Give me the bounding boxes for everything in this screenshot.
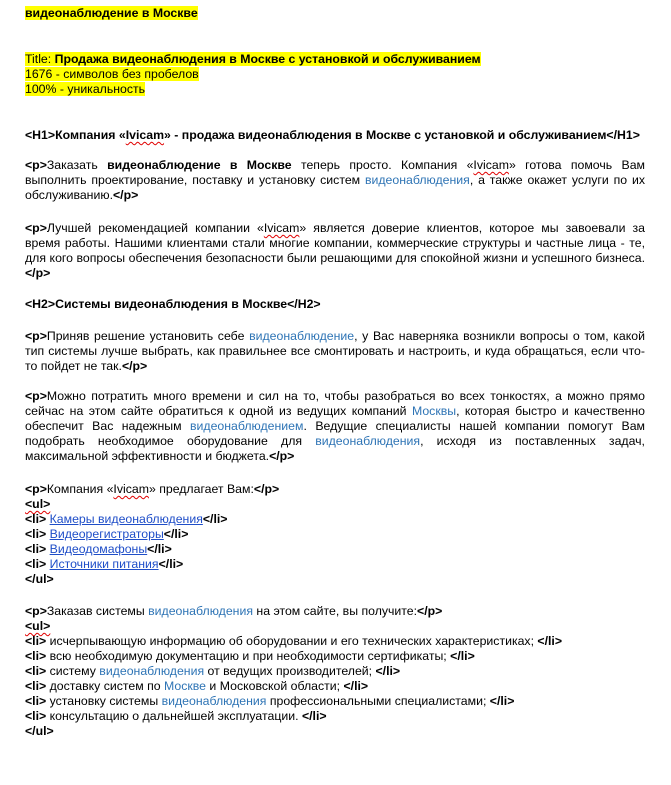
list-item: <li> установку системы видеонаблюдения профессиональными специалистами; </li>: [25, 694, 515, 708]
ul-close-tag: </ul>: [25, 572, 54, 586]
paragraph-offer: <p>Компания «Ivicam» предлагает Вам:</p>: [25, 482, 280, 496]
link-intercoms[interactable]: Видеодомафоны: [49, 542, 148, 556]
link-power[interactable]: Источники питания: [49, 557, 159, 571]
list-item: <li> Камеры видеонаблюдения</li>: [25, 512, 228, 526]
ul-open-tag: <ul>: [25, 497, 51, 511]
list-item: <li> систему видеонаблюдения от ведущих производителей; </li>: [25, 664, 401, 678]
list-item: <li> Видеорегистраторы</li>: [25, 527, 189, 541]
list-benefits: [25, 619, 645, 739]
list-item: <li> всю необходимую документацию и при необходимости сертификаты; </li>: [25, 649, 475, 663]
ul-open-tag: <ul>: [25, 619, 51, 633]
h2-heading: <H2>Системы видеонаблюдения в Москве</H2>: [25, 297, 321, 311]
ul-close-tag: </ul>: [25, 724, 54, 738]
paragraph-order: <p>Заказать видеонаблюдение в Москве теперь просто. Компания «Ivicam» готова помочь Вам выполнить проектирование, поставку и установку систем видеонаблюдения, а также окажет услуги по их обслуживанию.</p>: [25, 158, 646, 202]
list-item: <li> консультацию о дальнейшей эксплуатации. </li>: [25, 709, 327, 723]
link-cameras[interactable]: Камеры видеонаблюдения: [49, 512, 203, 526]
list-item: <li> доставку систем по Москве и Московской области; </li>: [25, 679, 369, 693]
h1-heading: <H1>Компания «Ivicam» - продажа видеонаблюдения в Москве с установкой и обслуживанием</H1>: [25, 128, 640, 142]
doc-title: видеонаблюдение в Москве: [25, 6, 198, 20]
meta-title-line: Title: Продажа видеонаблюдения в Москве с установкой и обслуживанием: [25, 52, 481, 66]
meta-chars-line: 1676 - символов без пробелов: [25, 67, 199, 81]
link-recorders[interactable]: Видеорегистраторы: [49, 527, 164, 541]
paragraph-trust: <p>Лучшей рекомендацией компании «Ivicam» является доверие клиентов, которое мы завоевали за время работы. Нашими клиентами стали многие компании, коммерческие структуры и частные лица - те, для кого вопросы обеспечения безопасности были решающими для спокойной жизни и успешного бизнеса.</p>: [25, 221, 646, 280]
list-item: <li> Источники питания</li>: [25, 557, 184, 571]
list-item: <li> Видеодомафоны</li>: [25, 542, 172, 556]
meta-unique-line: 100% - уникальность: [25, 82, 146, 96]
paragraph-benefits: <p>Заказав системы видеонаблюдения на этом сайте, вы получите:</p>: [25, 604, 443, 618]
list-products: [25, 497, 645, 587]
paragraph-specialists: <p>Можно потратить много времени и сил на то, чтобы разобраться во всех тонкостях, а можно прямо сейчас на этом сайте обратиться к одной из ведущих компаний Москвы, которая быстро и качественно обеспечит Вас надежным видеонаблюдением. Ведущие специалисты нашей компании помогут Вам подобрать необходимое оборудование для видеонаблюдения, исходя из поставленных задач, максимальной эффективности и бюджета.</p>: [25, 389, 645, 463]
paragraph-choice: <p>Приняв решение установить себе видеонаблюдение, у Вас наверняка возникли вопросы о том, какой тип системы лучше выбрать, как правильнее все смонтировать и настроить, и куда обращаться, если что-то пойдет не так.</p>: [25, 329, 645, 373]
list-item: <li> исчерпывающую информацию об оборудовании и его технических характеристиках; </li>: [25, 634, 563, 648]
